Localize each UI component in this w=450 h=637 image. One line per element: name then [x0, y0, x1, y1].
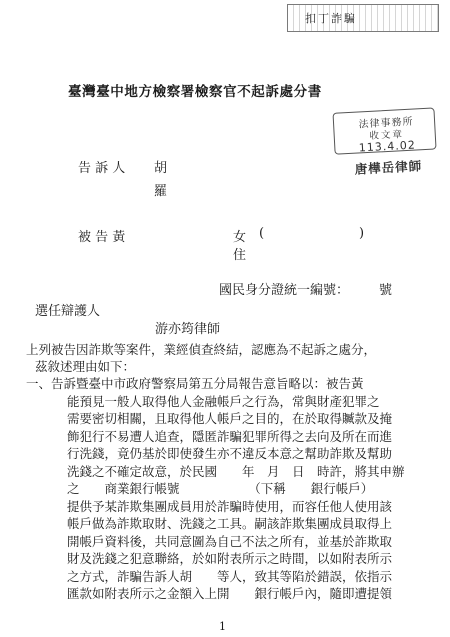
- body-line: 飾犯行不易遭人追查，隱匿詐騙犯罪所得之去向及所在而進: [67, 429, 393, 444]
- defendant-label: 被 告 黃: [78, 230, 126, 245]
- page-number: 1: [219, 620, 226, 633]
- defendant-gender: 女: [233, 230, 247, 245]
- complainant-label: 告 訴 人: [78, 161, 126, 176]
- document-title: 臺灣臺中地方檢察署檢察官不起訴處分書: [68, 84, 322, 100]
- body-line: 能預見一般人取得他人金融帳戶之行為，常與財產犯罪之: [67, 394, 380, 409]
- counsel-label: 選任辯護人: [35, 304, 101, 319]
- body-line: 提供予某詐欺集團成員用於詐騙時使用，而容任他人使用該: [67, 499, 393, 514]
- body-line: 一、告訴暨臺中市政府警察局第五分局報告意旨略以：被告黃: [26, 376, 364, 391]
- paren-open: (: [259, 226, 265, 241]
- case-tag-text: 扣丁詐騙: [305, 12, 357, 25]
- stamp-date: 113.4.02: [358, 138, 417, 155]
- complainant-name-2: 羅: [154, 184, 168, 199]
- received-stamp: [326, 97, 448, 183]
- body-line: 開帳戶資料後，共同意圖為自己不法之所有，並基於詐欺取: [67, 534, 393, 549]
- body-line: 需要密切相關，且取得他人帳戶之目的，在於取得贓款及掩: [67, 411, 393, 426]
- body-line: 財及洗錢之犯意聯絡，於如附表所示之時間，以如附表所示: [67, 551, 393, 566]
- body-line: 之方式，詐騙告訴人胡 等人，致其等陷於錯誤，依指示: [67, 569, 393, 584]
- body-line: 茲敘述理由如下：: [35, 359, 136, 374]
- stamp-line-office: 法律事務所: [358, 116, 414, 131]
- body-line: 之 商業銀行帳號 （下稱 銀行帳戶）: [67, 481, 374, 496]
- body-line: 行洗錢，竟仍基於即使發生亦不違反本意之幫助詐欺及幫助: [67, 446, 393, 461]
- id-suffix: 號: [379, 283, 393, 298]
- body-line: 帳戶做為詐欺取財、洗錢之工具。嗣該詐欺集團成員取得上: [67, 516, 393, 531]
- body-line: 洗錢之不確定故意，於民國 年 月 日 時許，將其申辦: [67, 464, 405, 479]
- paren-close: ): [359, 226, 365, 241]
- address-label: 住: [233, 248, 247, 263]
- complainant-name-1: 胡: [154, 161, 168, 176]
- body-line: 匯款如附表所示之金額入上開 銀行帳戶內，隨即遭提領: [67, 586, 393, 601]
- stamp-line-received: 收文章: [369, 129, 405, 142]
- body-line: 上列被告因詐欺等案件，業經偵查終結，認應為不起訴之處分，: [26, 342, 377, 357]
- counsel-name: 游亦筠律師: [155, 322, 221, 337]
- stamp-lawyer-name: 唐樺岳律師: [354, 158, 423, 177]
- id-label: 國民身分證統一編號：: [219, 283, 350, 298]
